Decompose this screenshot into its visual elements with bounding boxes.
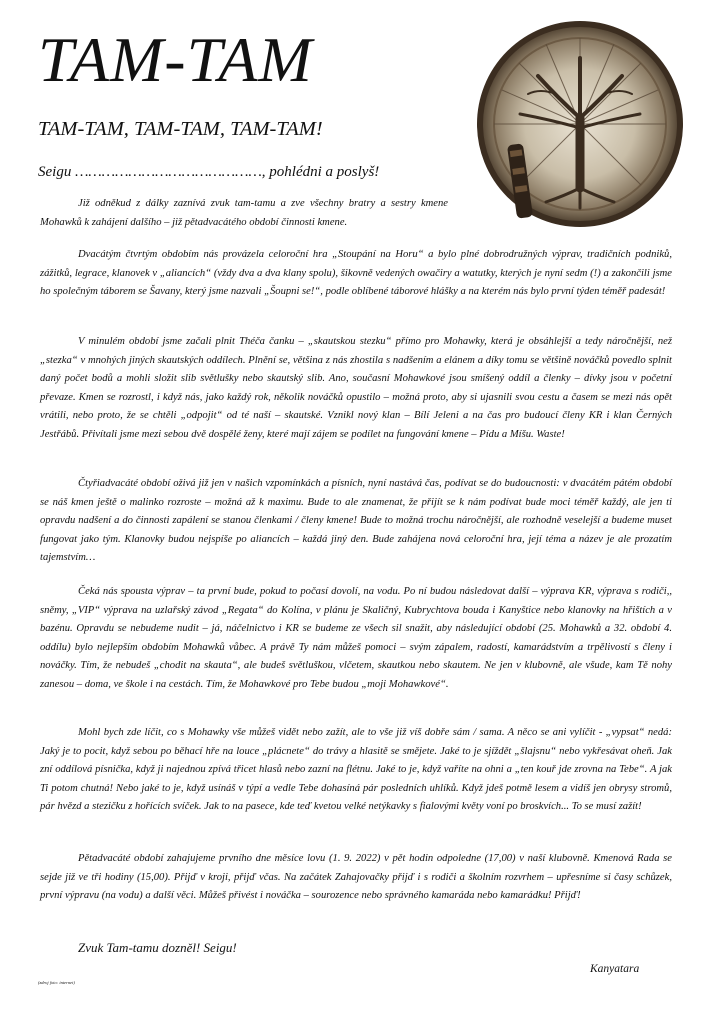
- photo-source-note: (zdroj foto: internet): [38, 980, 75, 985]
- paragraph-future: Čtyřiadvacáté období oživá již jen v našich vzpomínkách a písních, nyní nastává čas, podívat se do budoucnosti: v dvacátém pátém období se náš kmen ještě o malinko rozroste – možná až k maximu. Bude to ale znamenat, že přijít se k nám podívat bude moci téměř každý, ale jen ti opravdu nadšení a do činnosti zapálení se stanou členkami / členy kmene! Bude to možná trochu náročnější, ale rozhodně veselejší a budeme muset fungovat jako tým. Klanovky budou nejspíše po aliancích – každá jiný den. Bude zahájena nová celoroční hra, její téma a název je ale prozatím tajemstvím…: [40, 478, 672, 564]
- paragraph-scout-trail: V minulém období jsme začali plnit Théča čanku – „skautskou stezku“ přímo pro Mohawky, která je obsáhlejší a tedy náročnější, než „stezka“ v mnohých jiných skautských oddílech. Plnění se, většina z nás zhostila s nadšením a elánem a díky tomu se většině nováčků povedlo splnit daný počet bodů a mohli složit slib světlušky nebo skautský slib. Ano, současní Mohawkové jsou smíšený oddíl a členky – dívky jsou v početní převaze. Kmen se rozrostl, i když nás, jako každý rok, několik nováčků opustilo – možná proto, aby si ujasnili svou cestu a časem se mezi nás opět vrátili, nebo proto, že se chtěli „odpojit“ od té naší – skautské. Vznikl nový klan – Bílí Jeleni a na čas pro budoucí členy KR i klan Černých Jestřábů. Přivítali jsme mezi sebou dvě dospělé ženy, které mají zájem se podílet na fungování kmene – Pídu a Míšu. Waste!: [40, 336, 672, 440]
- paragraph-opening: Pětadvacáté období zahajujeme prvního dne měsíce lovu (1. 9. 2022) v pět hodin odpoledne (17,00) v naší klubovně. Kmenová Rada se sejde již ve tři hodiny (15,00). Přijď v kroji, přijď včas. Na začátek Zahajovačky přijď i s rodiči a školním rozvrhem – upřesníme si časy schůzek, první výpravu (na vodu) a další věci. Můžeš přivést i nováčka – sourozence nebo správného kamaráda nebo kamarádku! Přijď!: [40, 853, 672, 902]
- closing-line: Zvuk Tam-tamu dozněl! Seigu!: [78, 940, 237, 955]
- greeting-line: Seigu ……………………………………, pohlédni a poslyš!: [38, 164, 380, 180]
- paragraph-season-24: Dvacátým čtvrtým obdobím nás provázela celoroční hra „Stoupání na Horu“ a bylo plné dobrodružných výprav, tradičních podniků, zážitků, legrace, klanovek v „aliancích“ (vždy dva a dva klany spolu), šikovně vedených owačiry a watutky, kterých je nyní sedm (!) a zakončili jsme ho společným táborem se Šavany, který jsme nazvali „Šoupni se!“, podle oblíbené táborové hlášky a na kterém nás bylo první týden téměř padesát!: [40, 249, 672, 298]
- signature: Kanyatara: [590, 963, 640, 975]
- intro-paragraph: Již odněkud z dálky zaznívá zvuk tam-tamu a zve všechny bratry a sestry kmene Mohawků k zahájení dalšího – již pětadvacátého období činnosti kmene.: [40, 198, 448, 228]
- page-subtitle: TAM-TAM, TAM-TAM, TAM-TAM!: [38, 118, 323, 140]
- paragraph-experiences: Mohl bych zde líčit, co s Mohawky vše můžeš vidět nebo zažít, ale to vše již víš dobře sám / sama. A něco se ani vylíčit - „vypsat“ nedá: Jaký je to pocit, když sebou po běhací hře na louce „plácnete“ do trávy a hlasitě se smějete. Jaké to je sjíždět „šlajsnu“ nebo vykřesávat oheň. Jak zní oddílová písnička, když ji najednou zpívá třicet hlasů nebo zazní na flétnu. Jaké to je, když vaříte na ohni a „ten kouř jde zrovna na Tebe“. A jak Ti potom chutná! Nebo jaké to je, když usínáš v týpí a vedle Tebe dohasíná pár posledních uhlíků. Když jdeš potmě lesem a vidíš jen obrysy stromů, pár hvězd a stezičku z hořících svíček. Jak to na pasece, kde teď kvetou velké netýkavky s fialovými květy voní po broskvích... To se musí zažít!: [40, 727, 672, 813]
- paragraph-trips: Čeká nás spousta výprav – ta první bude, pokud to počasí dovolí, na vodu. Po ní budou následovat další – výprava KR, výprava s rodiči,, sněmy, „VIP“ výprava na uzlařský závod „Regata“ do Kolína, v plánu je Skaličný, Kubrychtova bouda i Kanyštice nebo klanovky na hřištích a v bazénu. Opravdu se nebudeme nudit – já, náčelnictvo i KR se budeme ze všech sil snažit, aby následující období (25. Mohawků a 32. období 4. oddílu) bylo nejlepším obdobím Mohawků vůbec. A právě Ty nám můžeš pomoci – svým zápalem, radostí, kamarádstvím a trpělivostí s členy i nováčky. Tím, že nebudeš „chodit na skauta“, ale budeš světluškou, vlčetem, skautkou nebo skautem. Ne jen v klubovně, ale všude, kam Tě nohy zanesou – doma, ve škole i na cestách. Tím, že Mohawkové pro Tebe budou „moji Mohawkové“.: [40, 586, 672, 690]
- tree-of-life-drum-icon: [468, 18, 688, 238]
- page-title: TAM-TAM: [38, 24, 313, 95]
